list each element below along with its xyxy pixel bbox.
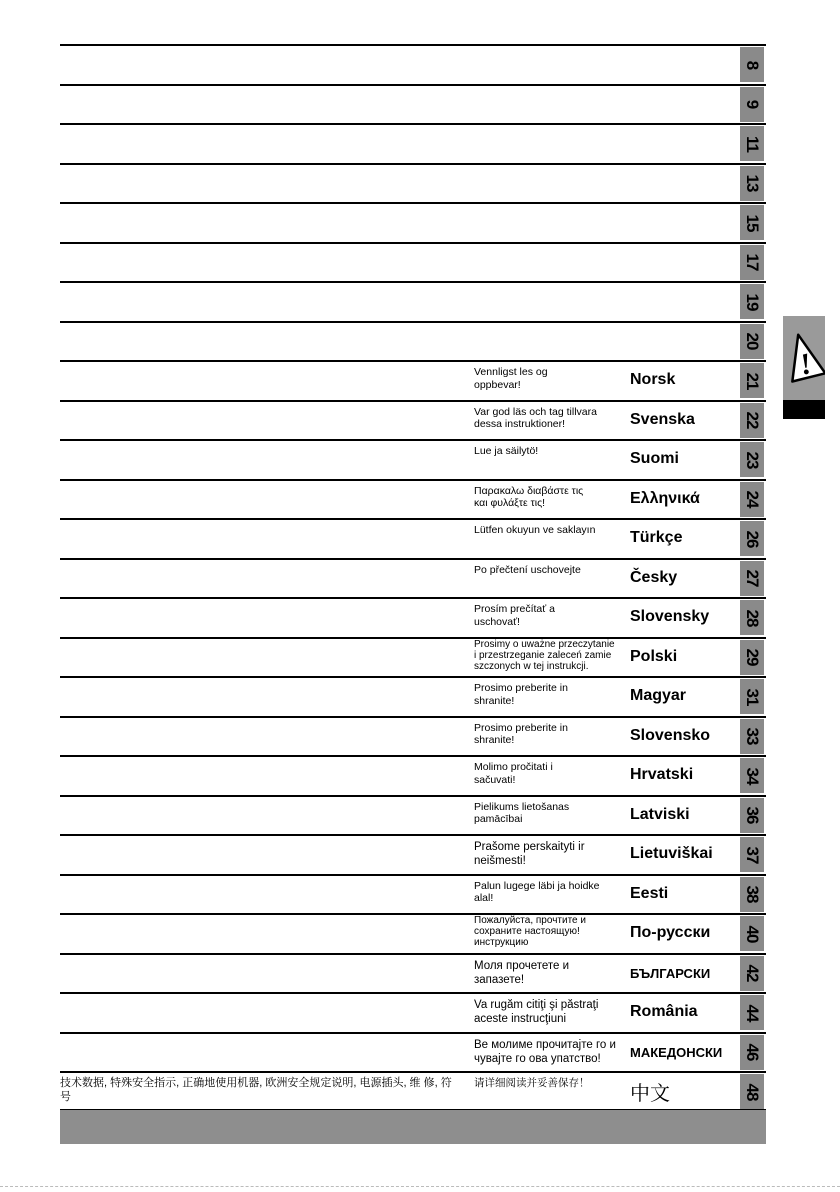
index-row bbox=[60, 84, 766, 123]
page-number: 34 bbox=[743, 767, 762, 784]
read-and-keep-instruction: Va rugăm citiţi şi păstraţi aceste instrucţiuni bbox=[474, 999, 599, 1025]
index-row bbox=[60, 123, 766, 162]
page-number-tab bbox=[740, 837, 764, 872]
read-and-keep-instruction: Prašome perskaityti ir neišmesti! bbox=[474, 841, 585, 867]
index-row bbox=[60, 716, 766, 755]
row-divider bbox=[60, 795, 766, 797]
contents-text: 技术数据, 特殊安全指示, 正确地使用机器, 欧洲安全规定说明, 电源插头, 维 修, 符号 bbox=[60, 1077, 452, 1103]
index-row bbox=[60, 834, 766, 873]
language-name: Slovensky bbox=[630, 608, 710, 625]
page-number-tab bbox=[740, 47, 764, 82]
row-divider bbox=[60, 44, 766, 46]
page-number: 13 bbox=[743, 174, 762, 192]
language-name: БЪЛГАРСКИ bbox=[630, 965, 711, 981]
page-number: 38 bbox=[743, 885, 762, 903]
page-number: 19 bbox=[743, 293, 762, 310]
warning-tab bbox=[783, 316, 825, 419]
language-name: Suomi bbox=[630, 450, 679, 467]
row-divider bbox=[60, 360, 766, 362]
page-number-tab bbox=[740, 1035, 764, 1070]
page-number: 28 bbox=[743, 609, 762, 626]
language-name: Türkçe bbox=[630, 529, 683, 546]
language-name: Hrvatski bbox=[630, 766, 694, 783]
index-row bbox=[60, 676, 766, 715]
language-name: România bbox=[630, 1003, 698, 1020]
row-divider bbox=[60, 163, 766, 165]
language-name: По-русски bbox=[630, 924, 711, 941]
index-row bbox=[60, 321, 766, 360]
page-number: 44 bbox=[743, 1004, 762, 1021]
index-row bbox=[60, 795, 766, 834]
language-name: Latviski bbox=[630, 805, 690, 823]
page-number-tab bbox=[740, 877, 764, 912]
read-and-keep-instruction: Var god läs och tag tillvara dessa instruktioner! bbox=[474, 405, 597, 430]
page-number: 29 bbox=[743, 648, 762, 666]
page-number-tab bbox=[740, 403, 764, 438]
page-number: 31 bbox=[743, 688, 762, 705]
read-and-keep-instruction: Моля прочетете и запазете! bbox=[474, 959, 570, 986]
cut-line bbox=[0, 1186, 840, 1187]
index-row bbox=[60, 637, 766, 676]
index-row bbox=[60, 518, 766, 557]
read-and-keep-instruction: Palun lugege läbi ja hoidke alal! bbox=[474, 879, 600, 904]
read-and-keep-instruction: Pielikums lietošanas pamācībai bbox=[474, 800, 570, 825]
page-number-tab bbox=[740, 166, 764, 201]
row-divider bbox=[60, 637, 766, 639]
row-divider bbox=[60, 123, 766, 125]
page-number: 21 bbox=[743, 372, 762, 389]
index-row bbox=[60, 163, 766, 202]
row-divider bbox=[60, 716, 766, 718]
language-name: Eesti bbox=[630, 884, 669, 902]
page-number-tab bbox=[740, 916, 764, 951]
page-number: 36 bbox=[743, 806, 762, 824]
row-divider bbox=[60, 281, 766, 283]
language-name: Slovensko bbox=[630, 726, 711, 744]
row-divider bbox=[60, 439, 766, 441]
language-name: Polski bbox=[630, 647, 678, 665]
page-number: 8 bbox=[743, 60, 762, 69]
page-number: 37 bbox=[743, 846, 762, 863]
page-number: 23 bbox=[743, 451, 762, 468]
footer-bar bbox=[60, 1110, 766, 1144]
index-row bbox=[60, 755, 766, 794]
page-number-tab bbox=[740, 1074, 764, 1109]
page-number: 22 bbox=[743, 411, 762, 429]
page-number-tab bbox=[740, 126, 764, 161]
warning-tab-panel bbox=[783, 316, 825, 400]
page-number: 33 bbox=[743, 727, 762, 745]
row-divider bbox=[60, 755, 766, 757]
page-number-tab bbox=[740, 245, 764, 280]
page-number-tab bbox=[740, 363, 764, 398]
page-number: 20 bbox=[743, 332, 762, 350]
index-row bbox=[60, 1032, 766, 1071]
row-divider bbox=[60, 479, 766, 481]
read-and-keep-instruction: Prosimo preberite in shranite! bbox=[474, 721, 568, 746]
page-number: 40 bbox=[743, 925, 762, 942]
row-divider bbox=[60, 321, 766, 323]
row-divider bbox=[60, 1032, 766, 1034]
page-number: 17 bbox=[743, 253, 762, 271]
read-and-keep-instruction: Prosimy o uważne przeczytanie i przestrzeganie zaleceń zamie szczonych w tej instrukcji. bbox=[474, 638, 615, 672]
page-number-tab bbox=[740, 284, 764, 319]
page-number: 15 bbox=[743, 214, 762, 231]
page-number-tab bbox=[740, 561, 764, 596]
index-row bbox=[60, 479, 766, 518]
index-row bbox=[60, 992, 766, 1031]
language-name: Magyar bbox=[630, 687, 687, 704]
read-and-keep-instruction: Пожалуйста, прочтите и сохраните настоящую! инструкцию bbox=[474, 915, 586, 948]
page-number-tab bbox=[740, 205, 764, 240]
warning-exclamation: ! bbox=[795, 346, 816, 382]
read-and-keep-instruction: Prosím prečítať a uschovať! bbox=[474, 603, 555, 628]
row-divider bbox=[60, 874, 766, 876]
index-row bbox=[60, 202, 766, 241]
read-and-keep-instruction: Παρακαλω διαβάστε τις και φυλάξτε τις! bbox=[474, 484, 584, 509]
page-number: 11 bbox=[743, 135, 762, 152]
read-and-keep-instruction: Lue ja säilytö! bbox=[474, 445, 539, 457]
page-number-tab bbox=[740, 640, 764, 675]
page-number-tab bbox=[740, 442, 764, 477]
language-name: Norsk bbox=[630, 371, 676, 388]
language-name: МАКЕДОНСКИ bbox=[630, 1044, 723, 1060]
page-number-tab bbox=[740, 956, 764, 991]
index-row bbox=[60, 44, 766, 83]
row-divider bbox=[60, 913, 766, 915]
row-divider bbox=[60, 518, 766, 520]
page-number-tab bbox=[740, 995, 764, 1030]
index-row bbox=[60, 597, 766, 636]
page-number-tab bbox=[740, 758, 764, 793]
page-number-tab bbox=[740, 719, 764, 754]
read-and-keep-instruction: Molimo pročitati i sačuvati! bbox=[474, 761, 553, 786]
page-number: 9 bbox=[743, 99, 762, 109]
page-number-tab bbox=[740, 324, 764, 359]
page-number-tab bbox=[740, 798, 764, 833]
language-name: 中文 bbox=[630, 1081, 670, 1105]
read-and-keep-instruction: Lütfen okuyun ve saklayın bbox=[474, 524, 596, 536]
language-name: Česky bbox=[630, 568, 678, 586]
read-and-keep-instruction: Po přečtení uschovejte bbox=[474, 563, 581, 576]
page-number: 42 bbox=[743, 964, 762, 982]
row-divider bbox=[60, 1071, 766, 1073]
index-row bbox=[60, 242, 766, 281]
page-number: 24 bbox=[743, 490, 762, 508]
page-number-tab bbox=[740, 679, 764, 714]
page-number: 46 bbox=[743, 1043, 762, 1061]
index-row bbox=[60, 953, 766, 992]
page-number: 26 bbox=[743, 530, 762, 547]
row-divider bbox=[60, 242, 766, 244]
page-number-tab bbox=[740, 600, 764, 635]
page-number-tab bbox=[740, 87, 764, 122]
index-row bbox=[60, 913, 766, 952]
row-divider bbox=[60, 400, 766, 402]
language-name: Ελληνικά bbox=[630, 489, 700, 507]
read-and-keep-instruction: 请详细阅读并妥善保存！ bbox=[474, 1077, 590, 1089]
row-divider bbox=[60, 597, 766, 599]
language-name: Lietuviškai bbox=[630, 845, 713, 862]
row-divider bbox=[60, 953, 766, 955]
warning-triangle-icon bbox=[783, 316, 825, 400]
index-row bbox=[60, 360, 766, 399]
index-row bbox=[60, 400, 766, 439]
index-row bbox=[60, 1071, 766, 1110]
index-row bbox=[60, 558, 766, 597]
read-and-keep-instruction: Ве молиме прочитајте го и чувајте го ова упатство! bbox=[474, 1038, 616, 1065]
index-row bbox=[60, 281, 766, 320]
row-divider bbox=[60, 834, 766, 836]
row-divider bbox=[60, 84, 766, 86]
language-name: Svenska bbox=[630, 410, 695, 428]
page-number: 48 bbox=[743, 1083, 762, 1100]
index-row bbox=[60, 439, 766, 478]
read-and-keep-instruction: Prosimo preberite in shranite! bbox=[474, 682, 568, 707]
page-number: 27 bbox=[743, 569, 762, 587]
row-divider bbox=[60, 202, 766, 204]
page-number-tab bbox=[740, 482, 764, 517]
read-and-keep-instruction: Vennligst les og oppbevar! bbox=[474, 366, 548, 391]
row-divider bbox=[60, 558, 766, 560]
index-row bbox=[60, 874, 766, 913]
row-divider bbox=[60, 676, 766, 678]
page-number-tab bbox=[740, 521, 764, 556]
row-divider bbox=[60, 992, 766, 994]
